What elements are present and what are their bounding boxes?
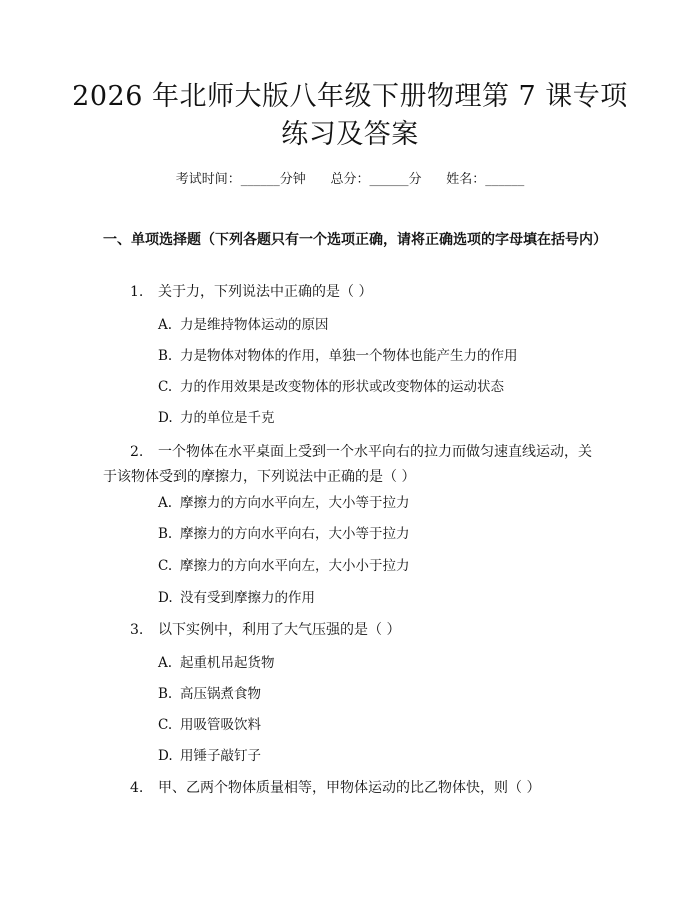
option-3b [158, 684, 261, 704]
option-letter: C. [158, 379, 173, 395]
option-letter: A. [158, 317, 173, 333]
option-text: 用锤子敲钉子 [180, 748, 261, 764]
question-number: 4. [130, 780, 144, 796]
title-line-2: 练习及答案 [281, 119, 419, 150]
question-3 [103, 618, 605, 643]
exam-info-line: 考试时间：______分钟 总分：______分 姓名：______ [175, 172, 525, 187]
option-text: 摩擦力的方向水平向左，大小小于拉力 [180, 558, 410, 574]
option-text: 用吸管吸饮料 [180, 717, 261, 733]
option-2a [158, 493, 410, 513]
option-letter: D. [158, 590, 173, 606]
option-letter: A. [158, 495, 173, 511]
option-2b [158, 524, 410, 544]
option-3d [158, 746, 261, 766]
option-text: 力是维持物体运动的原因 [180, 317, 329, 333]
option-text: 力是物体对物体的作用，单独一个物体也能产生力的作用 [180, 348, 518, 364]
option-letter: B. [158, 686, 173, 702]
option-text: 摩擦力的方向水平向左，大小等于拉力 [180, 495, 410, 511]
option-2c [158, 556, 410, 576]
question-number: 3. [130, 622, 144, 638]
option-3a [158, 653, 275, 673]
option-1b [158, 346, 518, 366]
document-title [60, 78, 640, 154]
question-2 [103, 440, 605, 490]
option-1d [158, 408, 275, 428]
question-text: 关于力，下列说法中正确的是（ ） [158, 284, 373, 300]
option-letter: B. [158, 526, 173, 542]
option-letter: D. [158, 410, 173, 426]
option-text: 没有受到摩擦力的作用 [180, 590, 315, 606]
question-number: 2. [130, 444, 144, 460]
question-1 [103, 280, 605, 305]
option-text: 力的单位是千克 [180, 410, 275, 426]
option-2d [158, 588, 315, 608]
question-text: 一个物体在水平桌面上受到一个水平向右的拉力而做匀速直线运动，关于该物体受到的摩擦力，下列说法中正确的是（ ） [103, 444, 592, 485]
question-number: 1. [130, 284, 144, 300]
option-text: 摩擦力的方向水平向右，大小等于拉力 [180, 526, 410, 542]
option-letter: D. [158, 748, 173, 764]
question-4 [103, 776, 605, 801]
section-heading: 一、单项选择题（下列各题只有一个选项正确，请将正确选项的字母填在括号内） [103, 232, 607, 248]
question-text: 以下实例中，利用了大气压强的是（ ） [158, 622, 401, 638]
option-1c [158, 377, 504, 397]
option-letter: C. [158, 558, 173, 574]
option-text: 起重机吊起货物 [180, 655, 275, 671]
option-text: 力的作用效果是改变物体的形状或改变物体的运动状态 [180, 379, 504, 395]
option-text: 高压锅煮食物 [180, 686, 261, 702]
option-letter: A. [158, 655, 173, 671]
option-1a [158, 315, 329, 335]
question-text: 甲、乙两个物体质量相等，甲物体运动的比乙物体快，则（ ） [158, 780, 541, 796]
option-letter: C. [158, 717, 173, 733]
option-3c [158, 715, 261, 735]
option-letter: B. [158, 348, 173, 364]
title-line-1: 2026 年北师大版八年级下册物理第 7 课专项 [72, 81, 628, 112]
